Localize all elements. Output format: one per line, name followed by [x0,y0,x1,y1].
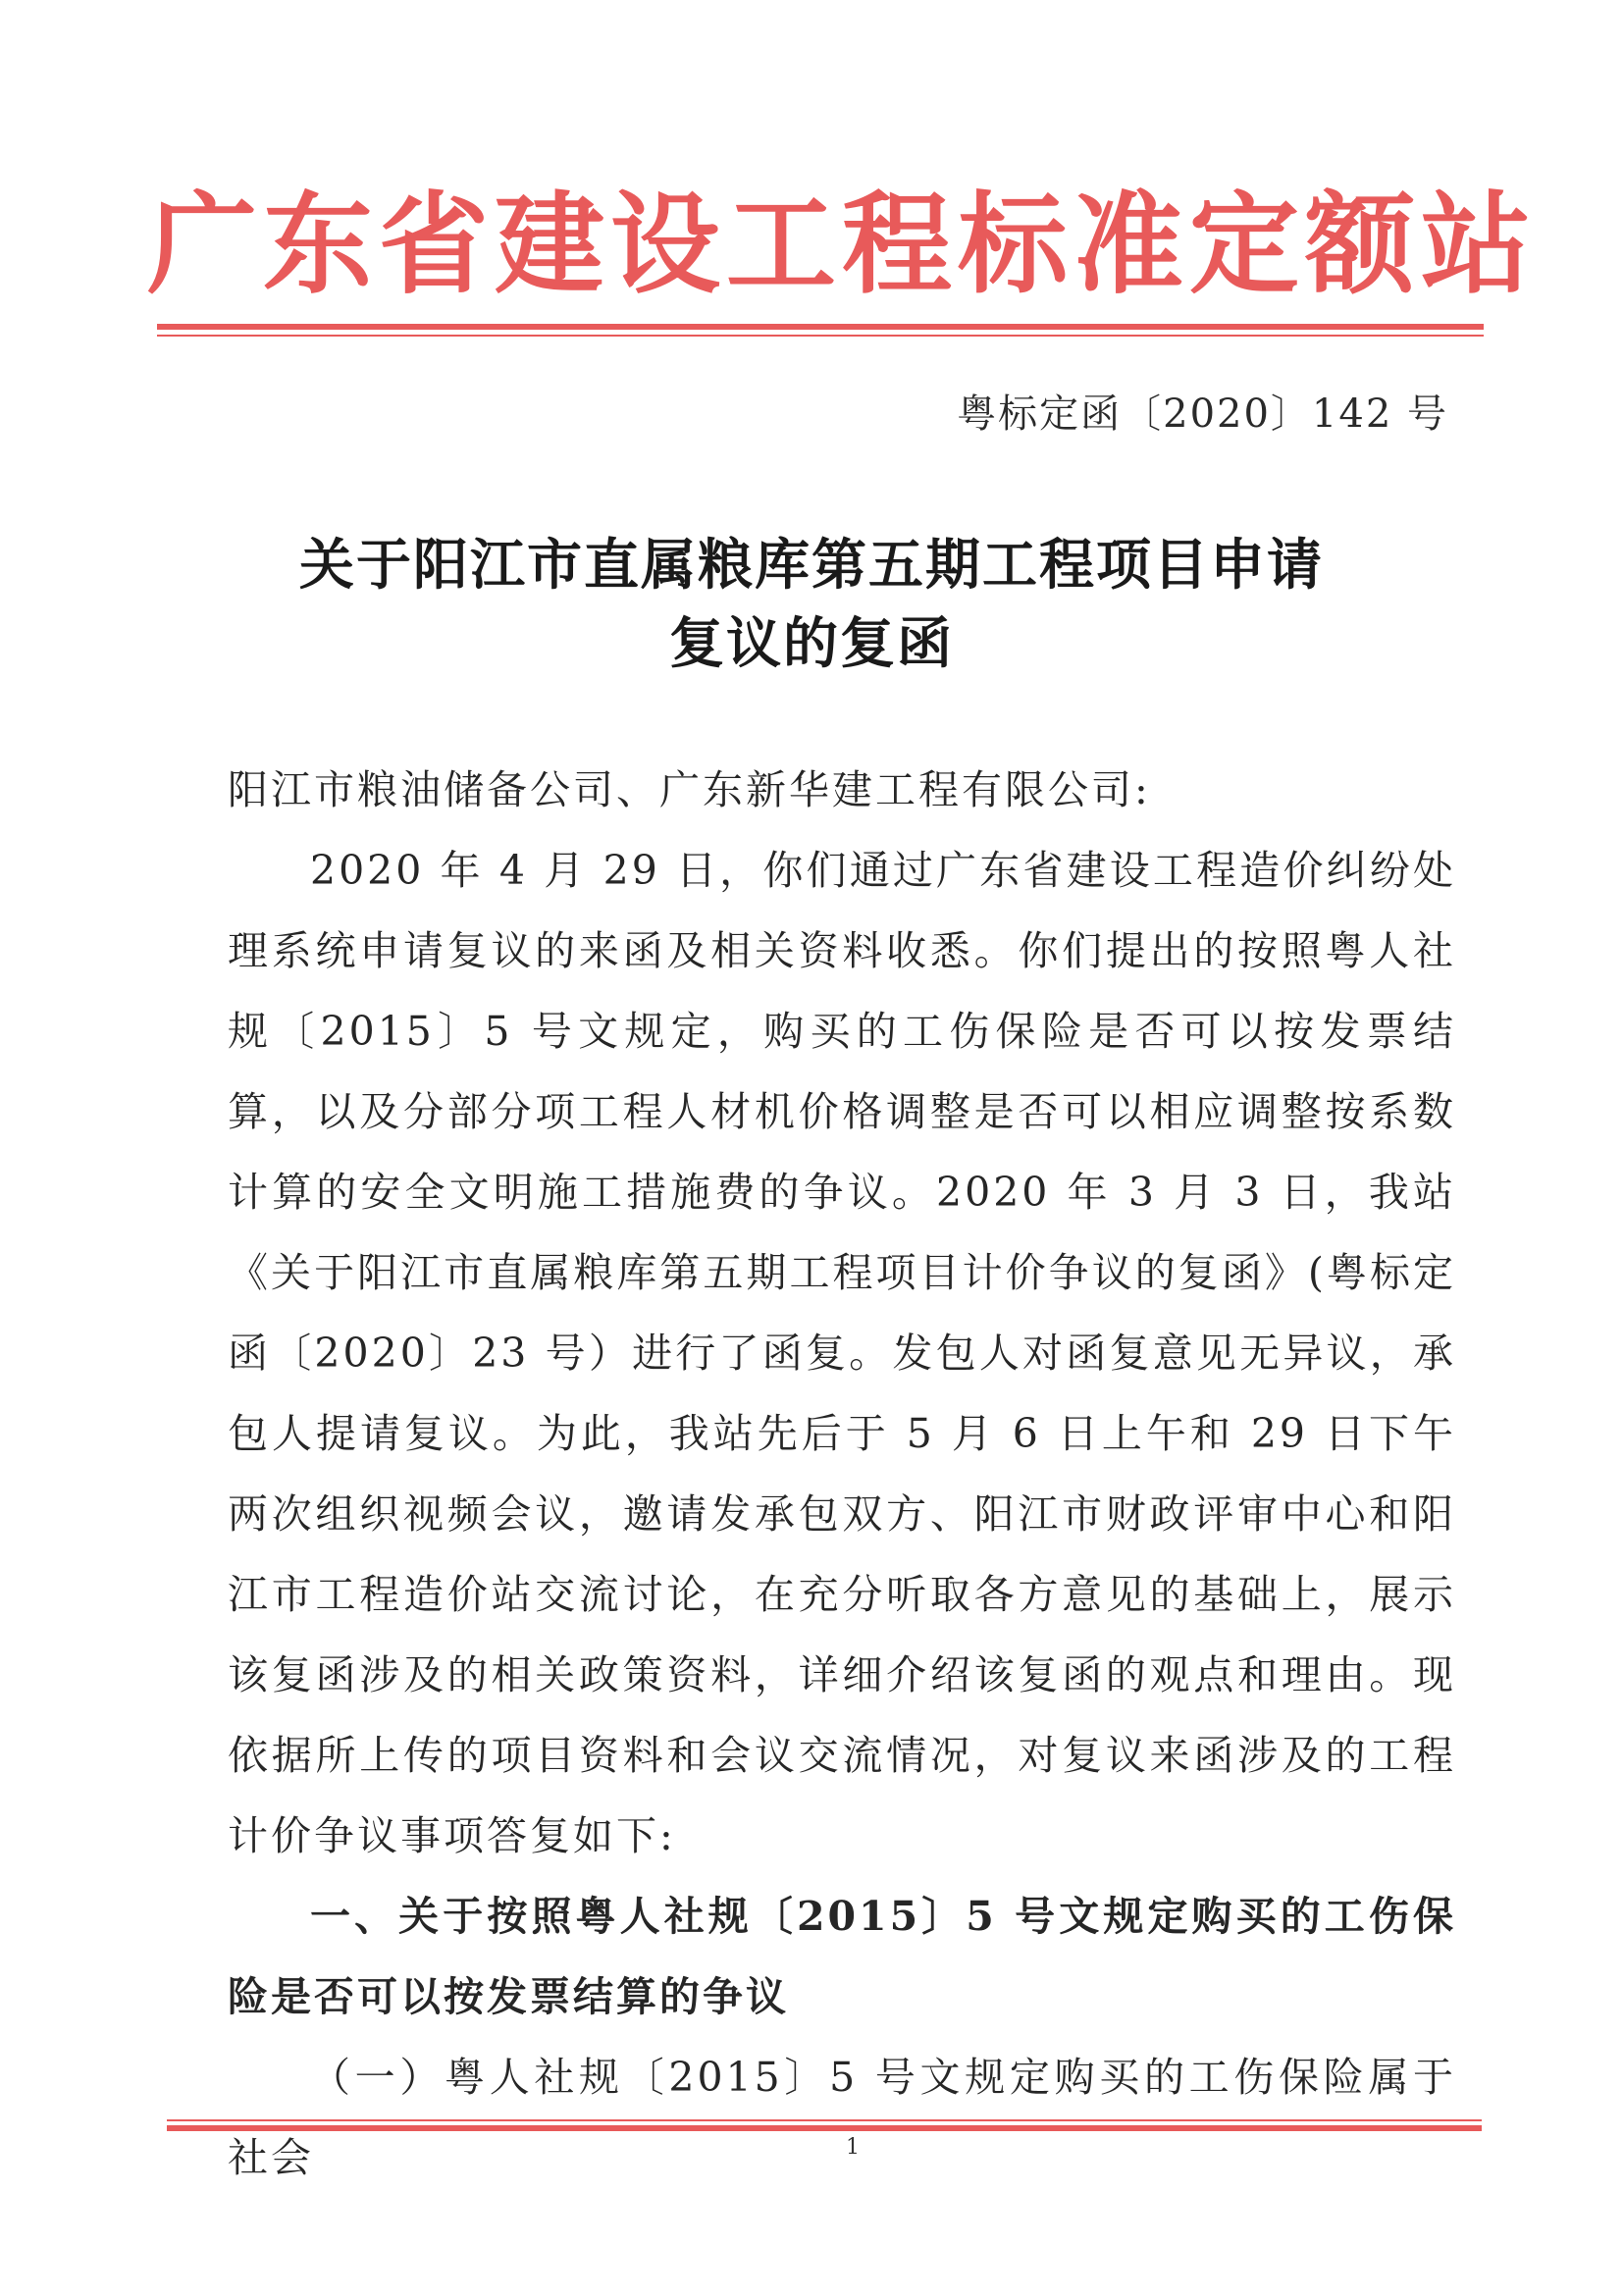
body-text [228,750,1456,2198]
paragraph-2: （一）粤人社规〔2015〕5 号文规定购买的工伤保险属于社会 [228,2054,1456,2181]
section-heading-1: 一、关于按照粤人社规〔2015〕5 号文规定购买的工伤保险是否可以按发票结算的争议 [228,1893,1456,2020]
paragraph-1: 2020 年 4 月 29 日，你们通过广东省建设工程造价纠纷处理系统申请复议的来函及相关资料收悉。你们提出的按照粤人社规〔2015〕5 号文规定，购买的工伤保险是否可以按发票结算，以及分部分项工程人材机价格调整是否可以相应调整按系数计算的安全文明施工措施费的争议。2020 年 3 月 3 日，我站《关于阳江市直属粮库第五期工程项目计价争议的复函》(粤标定函〔2020〕23 号）进行了函复。发包人对函复意见无异议，承包人提请复议。为此，我站先后于 5 月 6 日上午和 29 日下午两次组织视频会议，邀请发承包双方、阳江市财政评审中心和阳江市工程造价站交流讨论，在充分听取各方意见的基础上，展示该复函涉及的相关政策资料，详细介绍该复函的观点和理由。现依据所上传的项目资料和会议交流情况，对复议来函涉及的工程计价争议事项答复如下: [228,847,1456,1859]
header-rule-thick [157,324,1484,330]
addressee: 阳江市粮油储备公司、广东新华建工程有限公司: [228,766,1151,813]
header-rule-thin [157,335,1484,337]
title-line-2: 复议的复函 [669,611,954,676]
footer-rule-thin [167,2119,1482,2121]
organization-masthead: 广东省建设工程标准定额站 [147,181,1537,309]
footer-rule-thick [167,2125,1482,2131]
page-number: 1 [846,2135,860,2160]
document-number: 粤标定函〔2020〕142 号 [957,391,1448,437]
title-line-1: 关于阳江市直属粮库第五期工程项目申请 [299,533,1324,598]
